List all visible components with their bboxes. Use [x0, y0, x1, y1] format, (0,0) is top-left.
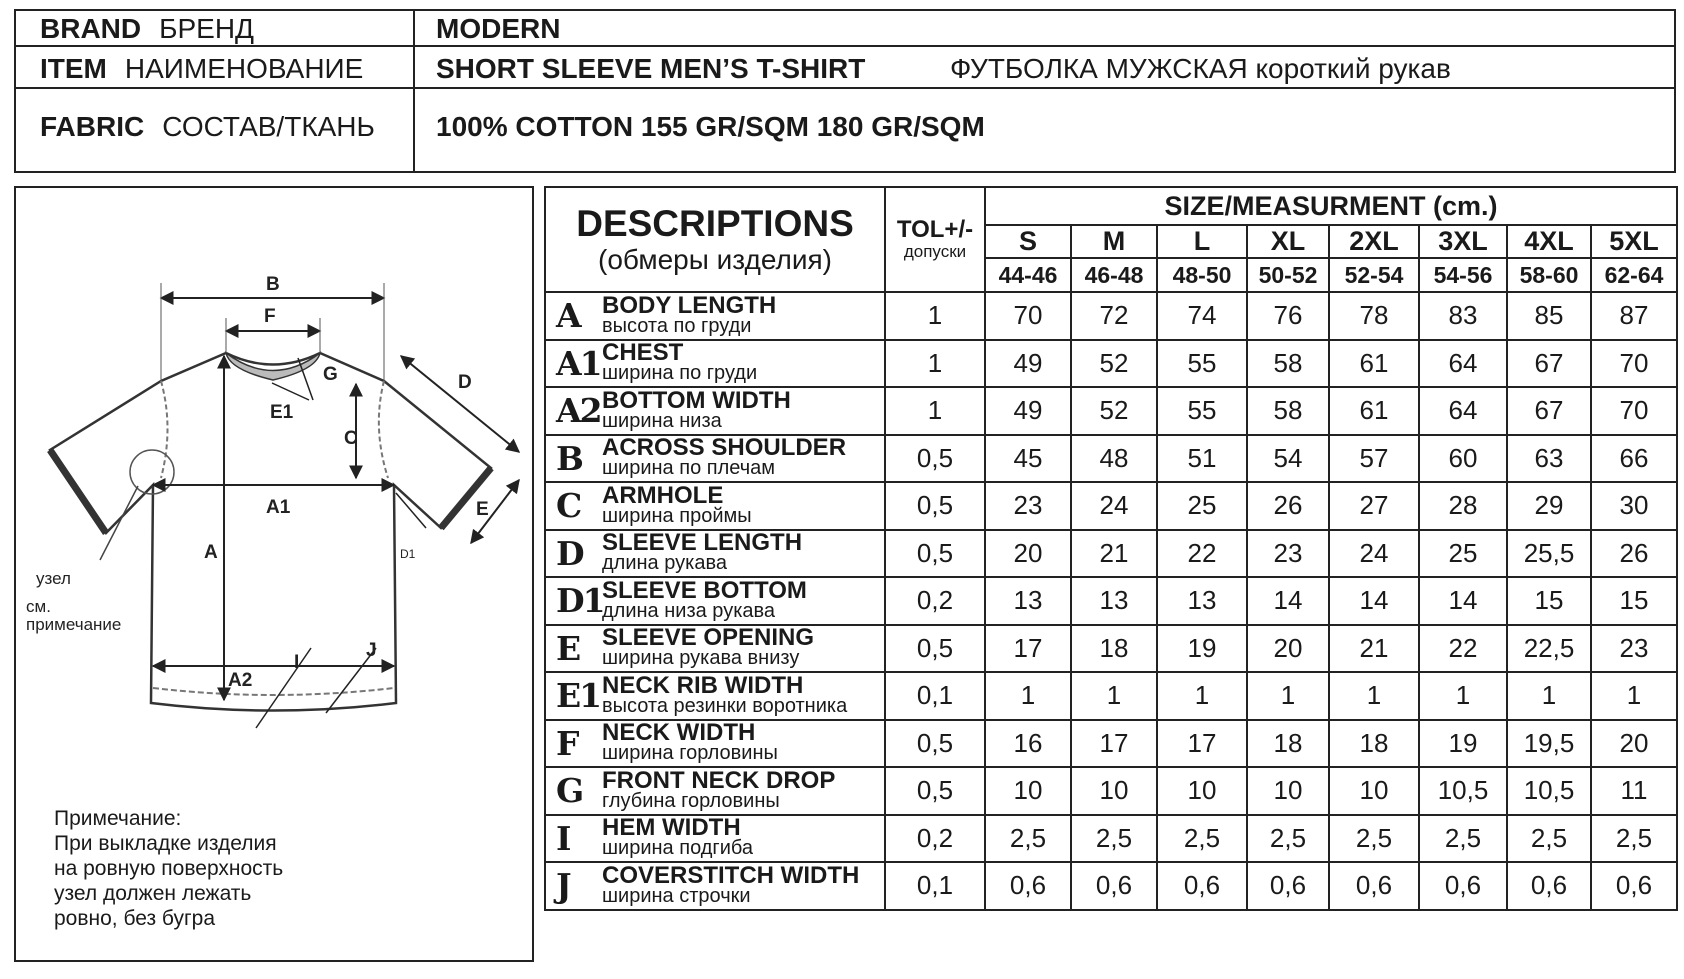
measurement-row — [545, 340, 1677, 388]
descriptions-title: DESCRIPTIONS — [576, 202, 854, 244]
value-cell: 52 — [1071, 340, 1157, 388]
measurement-name-en: NECK WIDTH — [602, 719, 756, 747]
measurement-code: A1 — [556, 343, 601, 383]
measurement-row — [545, 767, 1677, 815]
fabric-label-en: FABRIC — [40, 111, 145, 142]
value-cell: 1 — [985, 672, 1071, 720]
value-cell: 22 — [1157, 530, 1247, 578]
value-cell: 2,5 — [1591, 815, 1677, 863]
note-line: узел должен лежать — [54, 882, 252, 905]
value-cell: 23 — [1591, 625, 1677, 673]
value-cell: 0,6 — [1247, 862, 1329, 910]
value-cell: 70 — [1591, 387, 1677, 435]
tolerance-cell: 0,5 — [885, 530, 985, 578]
value-cell: 0,6 — [985, 862, 1071, 910]
measurement-name-en: SLEEVE OPENING — [602, 624, 815, 652]
measurement-code: B — [556, 438, 582, 478]
ru-size-cell: 54-56 — [1419, 258, 1507, 292]
header-row-divider — [16, 45, 1674, 47]
measurement-row — [545, 292, 1677, 340]
measurement-name-en: COVERSTITCH WIDTH — [602, 862, 860, 889]
value-cell: 70 — [1591, 340, 1677, 388]
value-cell: 58 — [1247, 387, 1329, 435]
measurement-code: E1 — [556, 676, 601, 716]
measurement-code: D — [556, 533, 583, 573]
item-label-ru: НАИМЕНОВАНИЕ — [124, 53, 364, 84]
value-cell: 22 — [1419, 625, 1507, 673]
value-cell: 1 — [1071, 672, 1157, 720]
value-cell: 2,5 — [1071, 815, 1157, 863]
value-cell: 20 — [1591, 720, 1677, 768]
measurement-name-ru: ширина подгиба — [602, 837, 754, 860]
size-header-cell: 2XL — [1329, 225, 1419, 258]
measurement-code: D1 — [556, 581, 604, 621]
value-cell: 2,5 — [1419, 815, 1507, 863]
note-line: на ровную поверхность — [54, 857, 284, 880]
value-cell: 10 — [1157, 767, 1247, 815]
ru-size-cell: 52-54 — [1329, 258, 1419, 292]
description-cell — [545, 672, 885, 720]
size-header-cell: 5XL — [1591, 225, 1677, 258]
value-cell: 55 — [1157, 340, 1247, 388]
value-cell: 48 — [1071, 435, 1157, 483]
value-cell: 23 — [1247, 530, 1329, 578]
value-cell: 1 — [1419, 672, 1507, 720]
value-cell: 1 — [1329, 672, 1419, 720]
value-cell: 78 — [1329, 292, 1419, 340]
measurement-row — [545, 815, 1677, 863]
label-j: J — [366, 640, 377, 661]
measurement-row — [545, 862, 1677, 910]
measurement-name-ru: ширина строчки — [602, 884, 751, 907]
description-cell — [545, 625, 885, 673]
value-cell: 28 — [1419, 482, 1507, 530]
description-cell — [545, 530, 885, 578]
fabric-value: 100% COTTON 155 GR/SQM 180 GR/SQM — [436, 111, 985, 142]
item-value-en: SHORT SLEEVE MEN’S T-SHIRT — [436, 53, 866, 84]
tolerance-title: TOL+/- — [896, 215, 974, 243]
value-cell: 30 — [1591, 482, 1677, 530]
value-cell: 63 — [1507, 435, 1591, 483]
label-b: B — [266, 274, 280, 295]
label-a: A — [204, 542, 218, 563]
measurement-row — [545, 482, 1677, 530]
tolerance-cell: 1 — [885, 387, 985, 435]
label-d1: D1 — [400, 547, 416, 561]
value-cell: 13 — [1157, 577, 1247, 625]
value-cell: 27 — [1329, 482, 1419, 530]
value-cell: 10 — [1247, 767, 1329, 815]
size-header-cell: L — [1157, 225, 1247, 258]
tolerance-cell: 0,5 — [885, 767, 985, 815]
brand-label-en: BRAND — [40, 13, 142, 44]
value-cell: 19 — [1157, 625, 1247, 673]
value-cell: 14 — [1419, 577, 1507, 625]
value-cell: 67 — [1507, 387, 1591, 435]
note-line: ровно, без бугра — [54, 907, 216, 930]
value-cell: 15 — [1591, 577, 1677, 625]
value-cell: 0,6 — [1419, 862, 1507, 910]
description-cell — [545, 292, 885, 340]
measurement-name-en: SLEEVE LENGTH — [602, 529, 803, 557]
ru-size-cell: 62-64 — [1591, 258, 1677, 292]
description-cell — [545, 720, 885, 768]
value-cell: 14 — [1247, 577, 1329, 625]
measurement-code: C — [556, 486, 581, 526]
value-cell: 18 — [1247, 720, 1329, 768]
measurement-name-ru: ширина по плечам — [602, 457, 775, 480]
measurement-name-ru: ширина по груди — [602, 362, 758, 385]
value-cell: 18 — [1329, 720, 1419, 768]
value-cell: 17 — [1071, 720, 1157, 768]
measurement-name-en: HEM WIDTH — [602, 814, 741, 842]
value-cell: 25,5 — [1507, 530, 1591, 578]
descriptions-header — [545, 187, 885, 292]
measurement-name-ru: длина низа рукава — [602, 599, 776, 622]
value-cell: 45 — [985, 435, 1071, 483]
value-cell: 15 — [1507, 577, 1591, 625]
label-e: E — [476, 499, 489, 520]
value-cell: 24 — [1071, 482, 1157, 530]
tolerance-subtitle: допуски — [903, 241, 967, 261]
measurement-code: E — [556, 628, 580, 668]
value-cell: 58 — [1247, 340, 1329, 388]
note-line: При выкладке изделия — [54, 832, 277, 855]
tolerance-cell: 0,5 — [885, 625, 985, 673]
value-cell: 17 — [1157, 720, 1247, 768]
measurement-name-en: BOTTOM WIDTH — [602, 387, 791, 414]
value-cell: 2,5 — [1507, 815, 1591, 863]
description-cell — [545, 387, 885, 435]
measurement-row — [545, 530, 1677, 578]
value-cell: 0,6 — [1591, 862, 1677, 910]
value-cell: 19,5 — [1507, 720, 1591, 768]
measurement-name-en: FRONT NECK DROP — [602, 767, 836, 794]
size-chart-table — [544, 186, 1678, 911]
see-note-label: примечание — [26, 615, 122, 634]
label-e1: E1 — [270, 402, 294, 423]
measurement-row — [545, 387, 1677, 435]
ru-size-cell: 50-52 — [1247, 258, 1329, 292]
value-cell: 2,5 — [1329, 815, 1419, 863]
value-cell: 1 — [1591, 672, 1677, 720]
value-cell: 2,5 — [1247, 815, 1329, 863]
brand-label — [40, 13, 254, 45]
value-cell: 87 — [1591, 292, 1677, 340]
measurement-code: A2 — [556, 391, 601, 431]
see-note-label: см. — [26, 597, 51, 616]
description-cell — [545, 815, 885, 863]
value-cell: 21 — [1329, 625, 1419, 673]
ru-size-cell: 58-60 — [1507, 258, 1591, 292]
value-cell: 60 — [1419, 435, 1507, 483]
value-cell: 55 — [1157, 387, 1247, 435]
value-cell: 64 — [1419, 340, 1507, 388]
value-cell: 61 — [1329, 387, 1419, 435]
value-cell: 10 — [1329, 767, 1419, 815]
tolerance-cell: 0,1 — [885, 672, 985, 720]
value-cell: 74 — [1157, 292, 1247, 340]
value-cell: 67 — [1507, 340, 1591, 388]
label-a1: A1 — [266, 497, 291, 518]
measurement-name-ru: высота по груди — [602, 314, 752, 337]
tolerance-cell: 1 — [885, 292, 985, 340]
value-cell: 2,5 — [1157, 815, 1247, 863]
label-c: C — [344, 428, 358, 449]
tolerance-header — [885, 187, 985, 292]
value-cell: 0,6 — [1329, 862, 1419, 910]
item-value-ru: ФУТБОЛКА МУЖСКАЯ короткий рукав — [950, 53, 1451, 84]
value-cell: 20 — [985, 530, 1071, 578]
header-divider — [413, 11, 415, 171]
value-cell: 0,6 — [1157, 862, 1247, 910]
size-header-cell: S — [985, 225, 1071, 258]
measurement-row — [545, 577, 1677, 625]
measurement-code: F — [556, 723, 578, 763]
value-cell: 76 — [1247, 292, 1329, 340]
note-block — [54, 806, 283, 931]
tolerance-cell: 0,2 — [885, 577, 985, 625]
tolerance-cell: 0,1 — [885, 862, 985, 910]
value-cell: 16 — [985, 720, 1071, 768]
tolerance-cell: 0,5 — [885, 720, 985, 768]
measurement-code: J — [556, 866, 570, 906]
measurement-row — [545, 625, 1677, 673]
value-cell: 19 — [1419, 720, 1507, 768]
measurement-code: I — [556, 818, 570, 858]
item-label-en: ITEM — [40, 53, 107, 84]
size-measurement-header: SIZE/MEASURMENT (cm.) — [985, 187, 1677, 225]
measurement-name-ru: ширина горловины — [602, 742, 778, 765]
label-f: F — [264, 306, 276, 327]
measurement-name-ru: длина рукава — [602, 552, 727, 575]
value-cell: 57 — [1329, 435, 1419, 483]
value-cell: 49 — [985, 340, 1071, 388]
value-cell: 18 — [1071, 625, 1157, 673]
description-cell — [545, 482, 885, 530]
value-cell: 26 — [1247, 482, 1329, 530]
header-row-divider — [16, 87, 1674, 89]
value-cell: 25 — [1419, 530, 1507, 578]
value-cell: 54 — [1247, 435, 1329, 483]
value-cell: 49 — [985, 387, 1071, 435]
value-cell: 0,6 — [1071, 862, 1157, 910]
measurement-name-en: NECK RIB WIDTH — [602, 672, 804, 699]
value-cell: 11 — [1591, 767, 1677, 815]
measurement-name-en: ACROSS SHOULDER — [602, 434, 847, 462]
tolerance-cell: 0,2 — [885, 815, 985, 863]
measurement-name-en: ARMHOLE — [602, 482, 724, 509]
value-cell: 0,6 — [1507, 862, 1591, 910]
value-cell: 83 — [1419, 292, 1507, 340]
value-cell: 23 — [985, 482, 1071, 530]
value-cell: 52 — [1071, 387, 1157, 435]
measurement-name-en: CHEST — [602, 339, 684, 367]
value-cell: 66 — [1591, 435, 1677, 483]
tolerance-cell: 1 — [885, 340, 985, 388]
measurement-name-en: BODY LENGTH — [602, 292, 777, 319]
value-cell: 1 — [1247, 672, 1329, 720]
value-cell: 64 — [1419, 387, 1507, 435]
value-cell: 14 — [1329, 577, 1419, 625]
tolerance-cell: 0,5 — [885, 482, 985, 530]
description-cell — [545, 340, 885, 388]
value-cell: 13 — [985, 577, 1071, 625]
value-cell: 10 — [1071, 767, 1157, 815]
label-d: D — [458, 372, 472, 393]
value-cell: 25 — [1157, 482, 1247, 530]
value-cell: 1 — [1507, 672, 1591, 720]
value-cell: 10,5 — [1507, 767, 1591, 815]
value-cell: 2,5 — [985, 815, 1071, 863]
measurement-row — [545, 720, 1677, 768]
measurement-code: A — [556, 296, 580, 336]
descriptions-subtitle: (обмеры изделия) — [598, 243, 832, 275]
tolerance-cell: 0,5 — [885, 435, 985, 483]
value-cell: 85 — [1507, 292, 1591, 340]
value-cell: 72 — [1071, 292, 1157, 340]
tshirt-diagram-panel — [14, 186, 534, 962]
item-label — [40, 53, 363, 85]
product-header — [14, 9, 1676, 173]
label-i: I — [294, 652, 300, 673]
measurement-name-en: SLEEVE BOTTOM — [602, 577, 807, 604]
ru-size-cell: 46-48 — [1071, 258, 1157, 292]
measurement-code: G — [556, 771, 583, 811]
value-cell: 70 — [985, 292, 1071, 340]
value-cell: 13 — [1071, 577, 1157, 625]
size-header-cell: 3XL — [1419, 225, 1507, 258]
ru-size-cell: 44-46 — [985, 258, 1071, 292]
note-title: Примечание: — [54, 807, 182, 830]
size-header-cell: XL — [1247, 225, 1329, 258]
label-a2: A2 — [228, 670, 253, 691]
value-cell: 10 — [985, 767, 1071, 815]
fabric-label — [40, 111, 375, 143]
measurement-name-ru: ширина низа — [602, 409, 722, 432]
description-cell — [545, 862, 885, 910]
value-cell: 61 — [1329, 340, 1419, 388]
size-header-cell: 4XL — [1507, 225, 1591, 258]
measurement-name-ru: высота резинки воротника — [602, 694, 848, 717]
measurement-row — [545, 672, 1677, 720]
value-cell: 10,5 — [1419, 767, 1507, 815]
size-header-cell: M — [1071, 225, 1157, 258]
description-cell — [545, 435, 885, 483]
brand-value: MODERN — [436, 13, 561, 44]
value-cell: 17 — [985, 625, 1071, 673]
ru-size-cell: 48-50 — [1157, 258, 1247, 292]
knot-label: узел — [36, 569, 71, 588]
value-cell: 22,5 — [1507, 625, 1591, 673]
brand-label-ru: БРЕНД — [159, 13, 255, 44]
value-cell: 21 — [1071, 530, 1157, 578]
label-g: G — [323, 364, 338, 385]
measurement-name-ru: ширина проймы — [602, 504, 752, 527]
description-cell — [545, 577, 885, 625]
measurement-row — [545, 435, 1677, 483]
description-cell — [545, 767, 885, 815]
fabric-label-ru: СОСТАВ/ТКАНЬ — [162, 111, 375, 142]
value-cell: 20 — [1247, 625, 1329, 673]
measurement-name-ru: глубина горловины — [602, 789, 780, 812]
value-cell: 26 — [1591, 530, 1677, 578]
value-cell: 24 — [1329, 530, 1419, 578]
value-cell: 1 — [1157, 672, 1247, 720]
value-cell: 51 — [1157, 435, 1247, 483]
value-cell: 29 — [1507, 482, 1591, 530]
measurement-name-ru: ширина рукава внизу — [602, 647, 800, 670]
